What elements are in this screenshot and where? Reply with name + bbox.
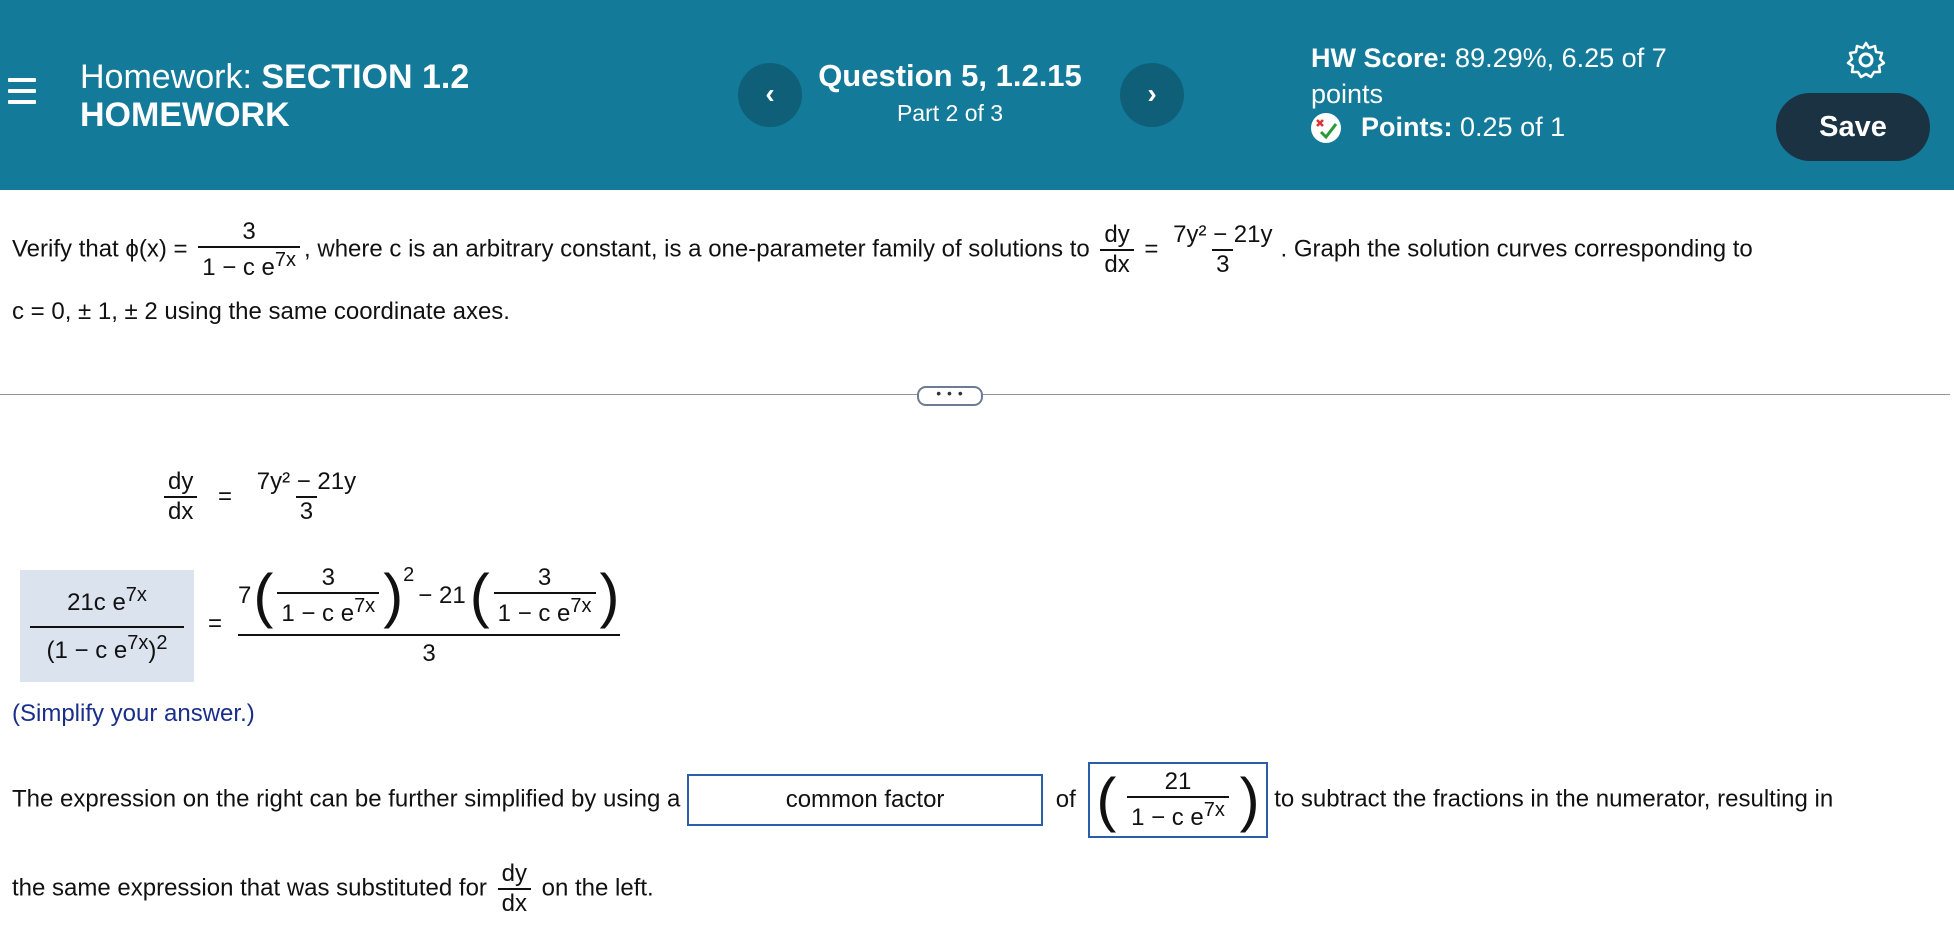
expand-more-button[interactable]: • • • bbox=[917, 386, 983, 406]
partial-credit-icon bbox=[1311, 113, 1341, 143]
factor-answer-box[interactable]: ( $\frac{21}{1 - c e^{7x}}$ ) bbox=[1088, 762, 1267, 838]
dydx-fraction: $\frac{dy}{dx}$ bbox=[1100, 221, 1133, 279]
phi-denominator: 1 − c $e^{7x}$ bbox=[198, 246, 300, 283]
hw-score-unit: points bbox=[1311, 79, 1384, 109]
verify-text: Verify that bbox=[12, 235, 119, 263]
hw-score bbox=[1311, 40, 1751, 112]
homework-prefix: Homework: bbox=[80, 58, 252, 96]
explanation-line1: The expression on the right can be further simplified by using a common factor of ( $\frac{21}{1 - c e^{7x}}$ ) to subtract the fractions in the numerator, resulting in bbox=[12, 762, 1952, 838]
phi-numerator: 3 bbox=[242, 218, 256, 245]
menu-icon[interactable] bbox=[8, 78, 36, 108]
problem-end-text: . Graph the solution curves corresponding to bbox=[1280, 235, 1753, 263]
points-value: 0.25 of 1 bbox=[1460, 112, 1566, 142]
common-factor-dropdown[interactable]: common factor bbox=[687, 774, 1043, 826]
question-part: Part 2 of 3 bbox=[896, 100, 1004, 126]
phi-label: ϕ(x) = bbox=[125, 235, 188, 263]
homework-name-line1: SECTION 1.2 bbox=[261, 58, 470, 96]
homework-name-line2: HOMEWORK bbox=[80, 96, 290, 134]
hw-score-label: HW Score: bbox=[1311, 43, 1448, 73]
answer-numerator: 21c $e^{7x}$ bbox=[67, 584, 147, 616]
answer-input-box[interactable] bbox=[20, 570, 194, 682]
ode-equation: $\frac{dy}{dx}$ = $\frac{\text{7y² − 21y}}{3}$ bbox=[160, 468, 364, 526]
answer-denominator: (1 − c $e^{7x})^2$ bbox=[46, 632, 168, 664]
simplify-hint: (Simplify your answer.) bbox=[12, 700, 255, 727]
previous-question-button[interactable]: ‹ bbox=[738, 63, 802, 127]
ode-rhs-fraction: $\frac{\text{7y² − 21y}}{3}$ bbox=[1173, 221, 1273, 278]
points-label: Points: bbox=[1361, 112, 1453, 142]
gear-icon[interactable] bbox=[1846, 40, 1886, 80]
c-values-text: c = 0, ± 1, ± 2 using the same coordinate axes. bbox=[12, 298, 510, 326]
hw-score-value: 89.29%, 6.25 of 7 bbox=[1455, 43, 1667, 73]
explanation-line2: the same expression that was substituted for $\frac{dy}{dx}$ on the left. bbox=[12, 860, 654, 917]
next-question-button[interactable]: › bbox=[1120, 63, 1184, 127]
homework-title bbox=[80, 58, 469, 134]
problem-mid-text: , where c is an arbitrary constant, is a one-parameter family of solutions to bbox=[304, 235, 1090, 263]
top-header bbox=[0, 0, 1954, 190]
save-button[interactable]: Save bbox=[1776, 93, 1930, 161]
question-title: Question 5, 1.2.15 bbox=[818, 58, 1082, 93]
question-points bbox=[1311, 112, 1565, 143]
problem-statement: Verify that ϕ(x) = $\frac{3}{1 - c e^{7x}}$ , where c is an arbitrary constant, is a one-parameter family of solutions to $\frac{dy}{dx}$ = $\frac{\text{7y² − 21y}}{3}$ . Graph the solution curves corresponding to c = 0, ± 1, ± 2 using the same coordinate axes. bbox=[12, 218, 1753, 326]
phi-fraction bbox=[198, 218, 300, 282]
equals-sign: = bbox=[208, 610, 223, 637]
substituted-expression: 7 ( $\frac{3}{1 - c e^{7x}}$ ) $^2$ − 21 ( $\frac{3}{1 - c e^{7x}}$ ) 3 bbox=[238, 562, 620, 668]
